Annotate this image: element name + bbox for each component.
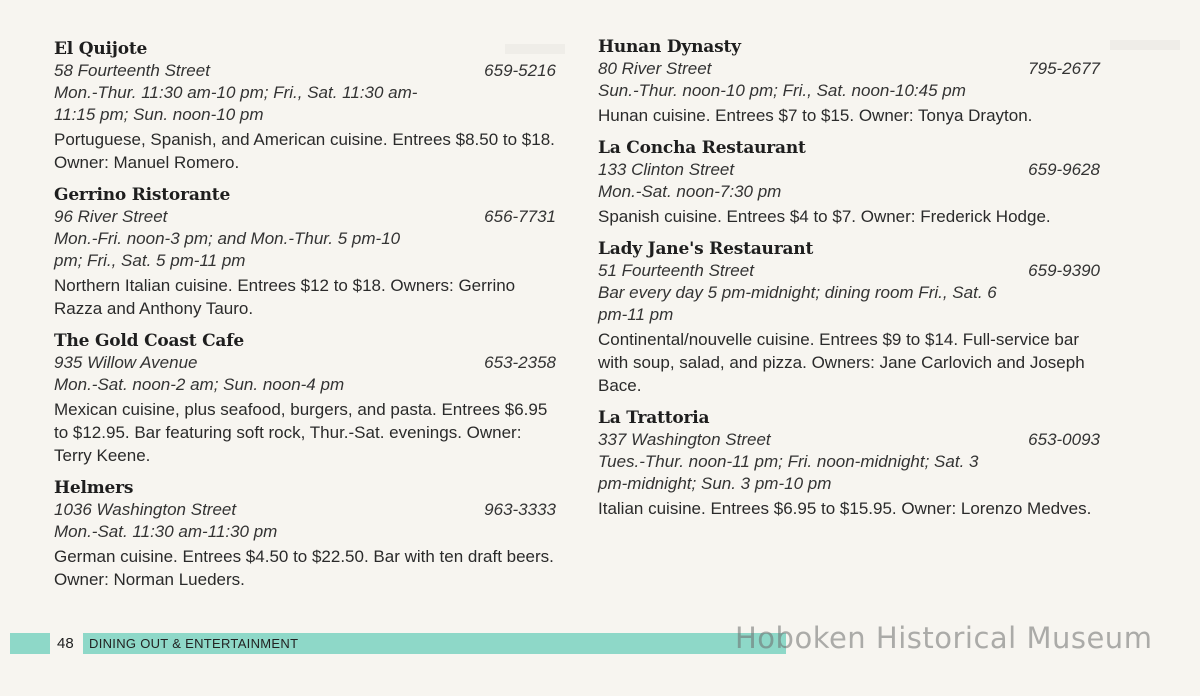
restaurant-phone: 659-5216 [484,61,556,80]
restaurant-entry [598,137,1100,228]
restaurant-entry [598,238,1100,397]
restaurant-hours: Mon.-Sat. 11:30 am-11:30 pm [54,522,278,541]
restaurant-hours: Mon.-Thur. 11:30 am-10 pm; Fri., Sat. 11:30 am-11:15 pm; Sun. noon-10 pm [54,83,418,124]
restaurant-hours: Mon.-Sat. noon-7:30 pm [598,182,782,201]
museum-watermark: Hoboken Historical Museum [735,621,1153,655]
restaurant-hours: Sun.-Thur. noon-10 pm; Fri., Sat. noon-10:45 pm [598,81,966,100]
restaurant-hours: Mon.-Sat. noon-2 am; Sun. noon-4 pm [54,375,345,394]
right-column [598,36,1100,530]
restaurant-description: Italian cuisine. Entrees $6.95 to $15.95. Owner: Lorenzo Medves. [598,499,1092,518]
left-column [54,38,556,601]
restaurant-entry [598,407,1100,520]
bleed-through [1110,40,1180,50]
restaurant-address: 935 Willow Avenue [54,353,198,372]
restaurant-name: Gerrino Ristorante [54,185,231,205]
restaurant-hours: Mon.-Fri. noon-3 pm; and Mon.-Thur. 5 pm-10 pm; Fri., Sat. 5 pm-11 pm [54,229,401,270]
restaurant-hours: Bar every day 5 pm-midnight; dining room Fri., Sat. 6 pm-11 pm [598,283,997,324]
restaurant-description: Continental/nouvelle cuisine. Entrees $9 to $14. Full-service bar with soup, salad, and pizza. Owners: Jane Carlovich and Joseph Bace. [598,330,1085,395]
restaurant-phone: 963-3333 [484,500,556,519]
section-title: DINING OUT & ENTERTAINMENT [89,636,299,651]
restaurant-name: Lady Jane's Restaurant [598,239,814,259]
restaurant-address: 1036 Washington Street [54,500,237,519]
restaurant-entry [54,38,556,174]
restaurant-address: 51 Fourteenth Street [598,261,754,280]
restaurant-phone: 659-9628 [1028,160,1100,179]
restaurant-address: 80 River Street [598,59,712,78]
restaurant-hours: Tues.-Thur. noon-11 pm; Fri. noon-midnight; Sat. 3 pm-midnight; Sun. 3 pm-10 pm [598,452,979,493]
restaurant-phone: 653-0093 [1028,430,1100,449]
restaurant-phone: 795-2677 [1028,59,1100,78]
page-number: 48 [57,635,74,652]
restaurant-name: Hunan Dynasty [598,37,741,57]
restaurant-entry [598,36,1100,127]
restaurant-phone: 653-2358 [484,353,556,372]
restaurant-description: Hunan cuisine. Entrees $7 to $15. Owner: Tonya Drayton. [598,106,1033,125]
restaurant-name: El Quijote [54,39,148,59]
restaurant-address: 58 Fourteenth Street [54,61,210,80]
restaurant-description: German cuisine. Entrees $4.50 to $22.50. Bar with ten draft beers. Owner: Norman Lueders. [54,547,554,589]
restaurant-name: La Trattoria [598,408,710,428]
restaurant-entry [54,184,556,320]
restaurant-name: Helmers [54,478,134,498]
restaurant-phone: 656-7731 [484,207,556,226]
restaurant-address: 96 River Street [54,207,168,226]
restaurant-address: 337 Washington Street [598,430,771,449]
restaurant-entry [54,330,556,467]
restaurant-description: Mexican cuisine, plus seafood, burgers, and pasta. Entrees $6.95 to $12.95. Bar featuring soft rock, Thur.-Sat. evenings. Owner: Terry Keene. [54,400,548,465]
restaurant-entry [54,477,556,591]
restaurant-description: Northern Italian cuisine. Entrees $12 to $18. Owners: Gerrino Razza and Anthony Tauro. [54,276,516,318]
restaurant-description: Spanish cuisine. Entrees $4 to $7. Owner: Frederick Hodge. [598,207,1051,226]
restaurant-address: 133 Clinton Street [598,160,735,179]
restaurant-name: La Concha Restaurant [598,138,806,158]
restaurant-description: Portuguese, Spanish, and American cuisine. Entrees $8.50 to $18. Owner: Manuel Romero. [54,130,555,172]
restaurant-phone: 659-9390 [1028,261,1100,280]
restaurant-name: The Gold Coast Cafe [54,331,244,351]
